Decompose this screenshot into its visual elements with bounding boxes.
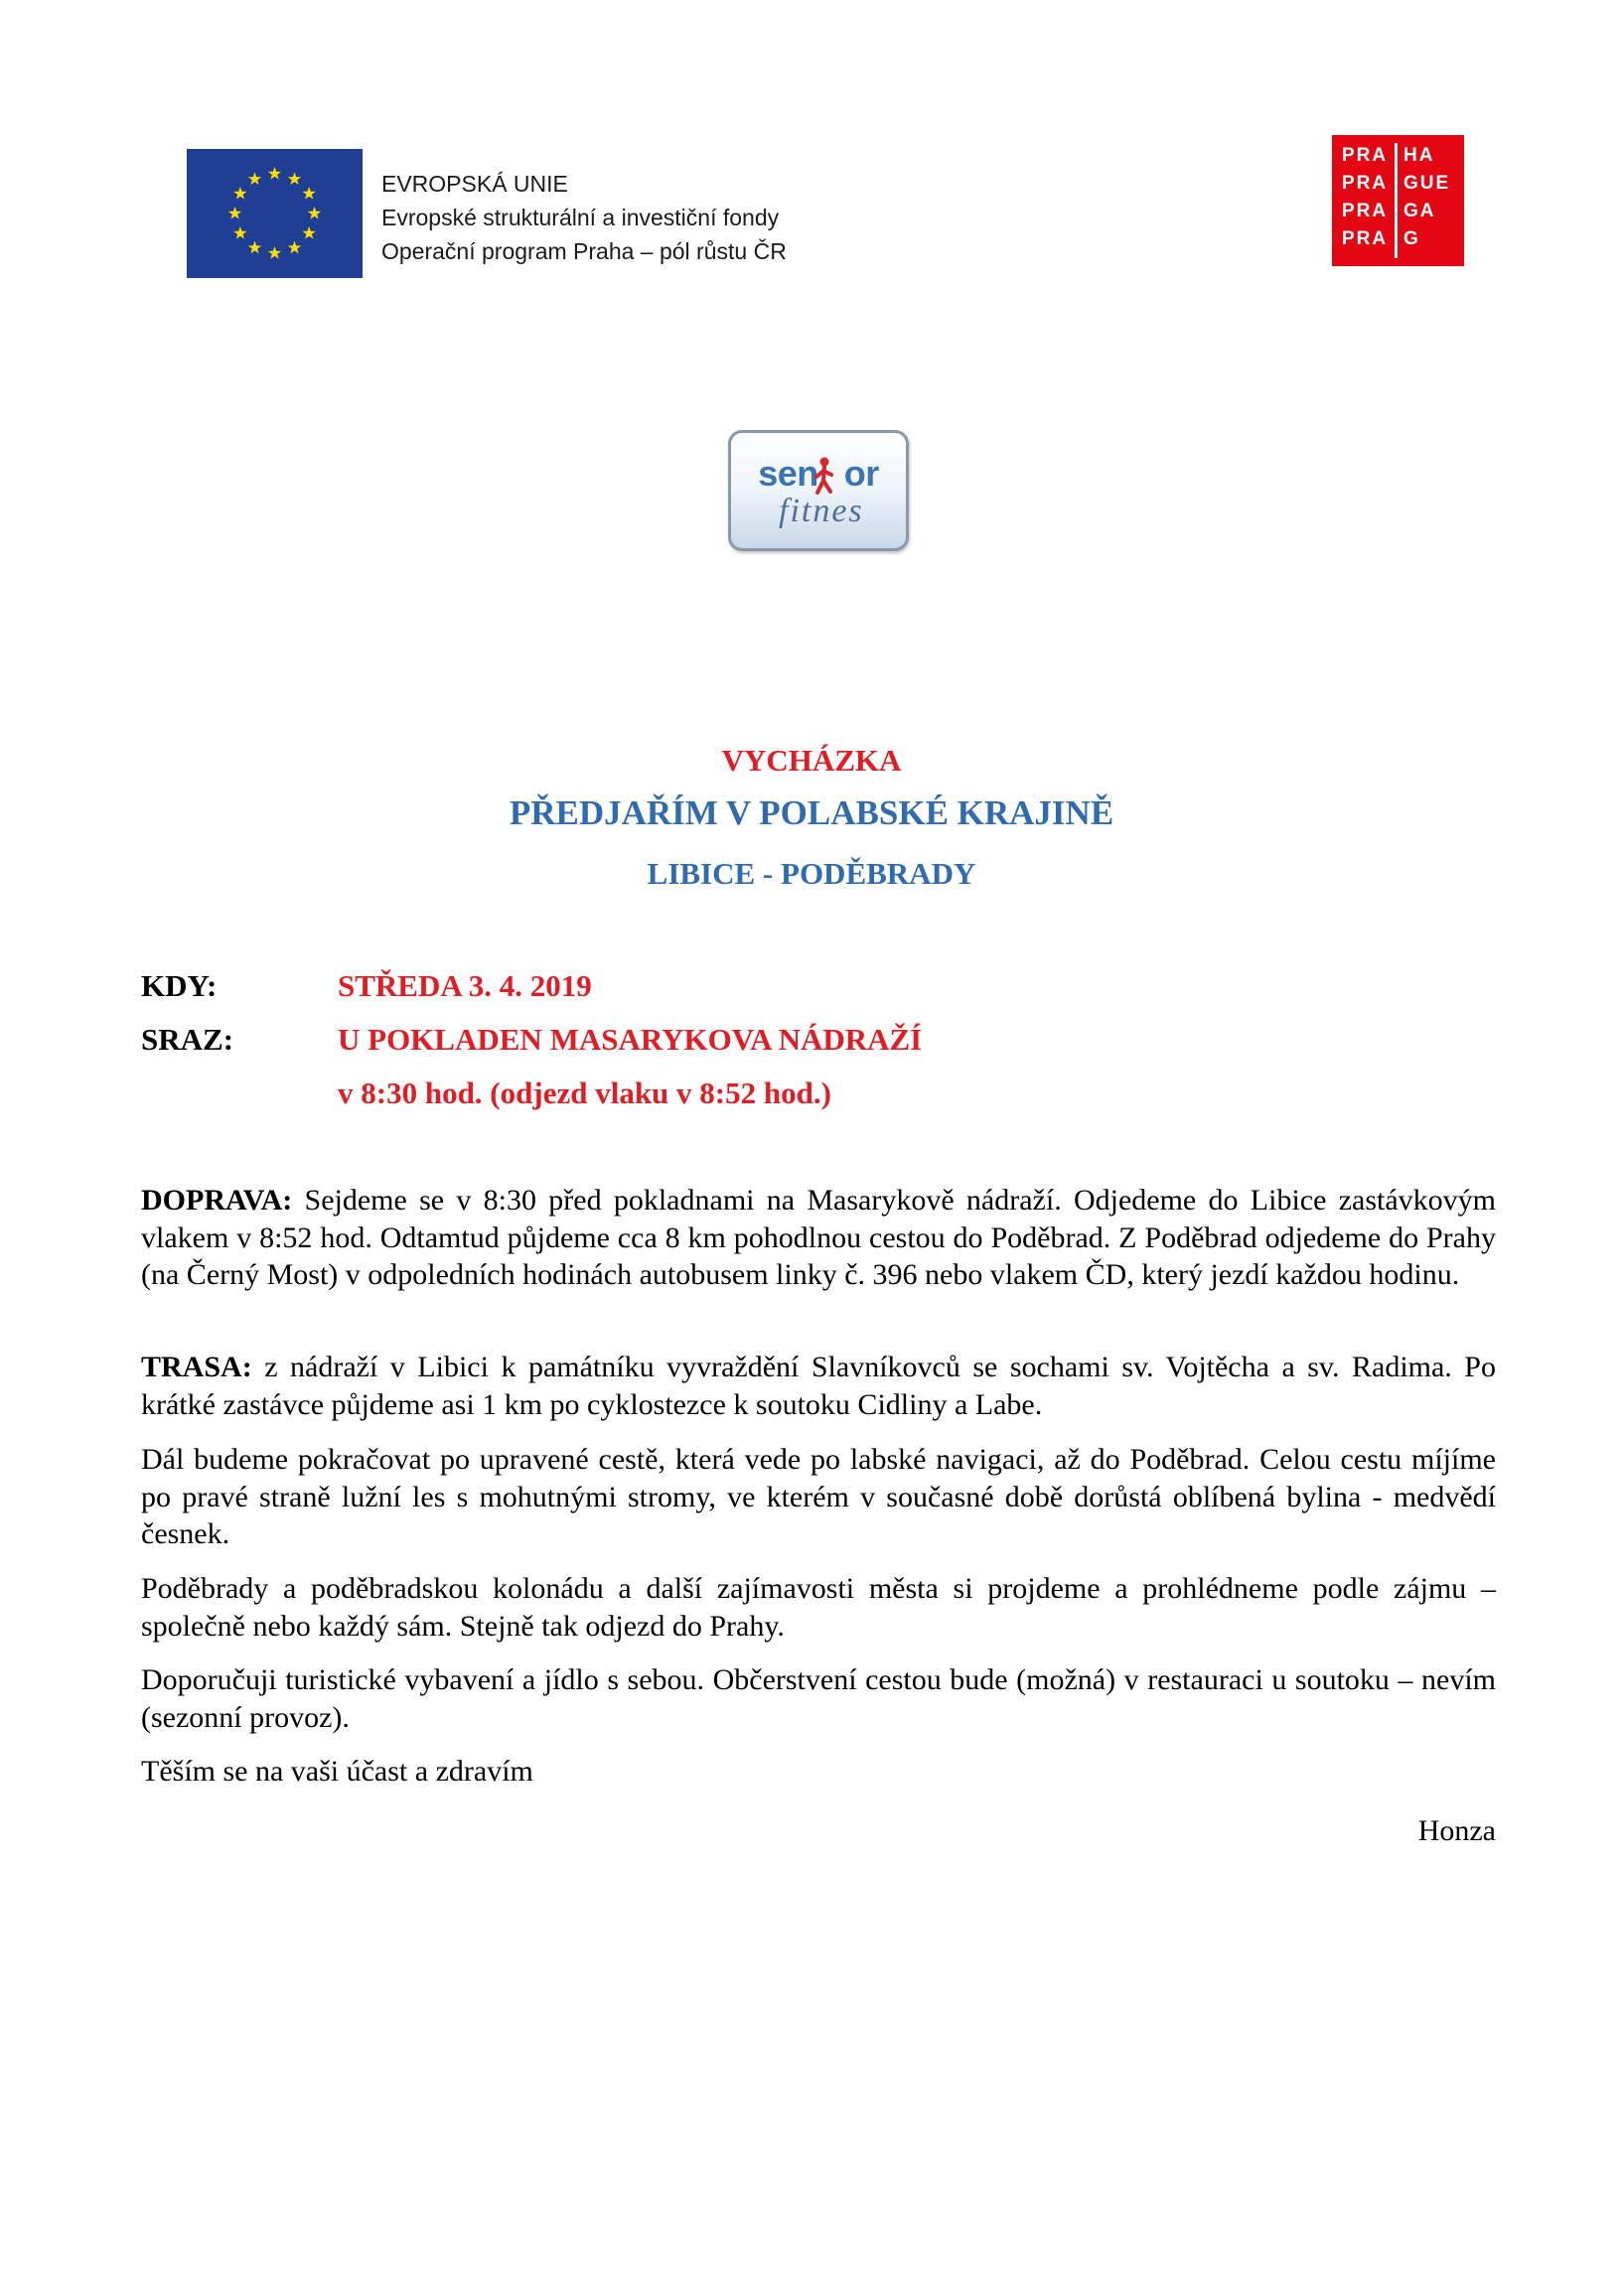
paragraph-5-text: Doporučuji turistické vybavení a jídlo s sebou. Občerstvení cestou bude (možná) v restauraci u soutoku – nevím (sezonní provoz).	[141, 1663, 1496, 1734]
praha-logo-text: GUE	[1403, 173, 1451, 194]
doprava-label: DOPRAVA:	[141, 1184, 293, 1217]
eu-star-icon	[288, 172, 301, 185]
eu-star-icon	[228, 207, 241, 219]
doprava-text: Sejdeme se v 8:30 před pokladnami na Masarykově nádraží. Odjedeme do Libice zastávkovým vlakem v 8:52 hod. Odtamtud půjdeme cca 8 km pohodlnou cestou do Poděbrad. Z Poděbrad odjedeme do Prahy (na Černý Most) v odpoledních hodinách autobusem linky č. 396 nebo vlakem ČD, který jezdí každou hodinu.	[141, 1184, 1496, 1291]
eu-line-3: Operační program Praha – pól růstu ČR	[381, 238, 787, 264]
paragraph-4	[141, 1570, 1496, 1645]
eu-text-block	[381, 167, 787, 268]
eu-star-icon	[288, 241, 301, 254]
eu-star-icon	[302, 187, 315, 200]
eu-star-icon	[268, 246, 281, 259]
signature: Honza	[1417, 1814, 1496, 1847]
senior-logo-script: fitnes	[779, 493, 864, 529]
title-line-3: LIBICE - PODĚBRADY	[647, 856, 976, 891]
eu-star-icon	[248, 172, 261, 185]
senior-logo-word: sen or	[758, 453, 879, 494]
praha-logo	[1332, 135, 1464, 266]
eu-star-icon	[268, 167, 281, 180]
eu-star-icon	[233, 187, 246, 200]
senior-fitnes-logo	[728, 430, 909, 551]
eu-line-2: Evropské strukturální a investiční fondy	[381, 205, 780, 230]
eu-star-icon	[233, 226, 246, 239]
praha-logo-divider	[1395, 143, 1398, 258]
sraz-value: U POKLADEN MASARYKOVA NÁDRAŽÍ	[338, 1022, 923, 1057]
praha-logo-text: GA	[1403, 201, 1436, 221]
paragraph-6-text: Těším se na vaši účast a zdravím	[141, 1755, 533, 1788]
paragraph-doprava	[141, 1182, 1496, 1294]
praha-logo-text: PRA	[1342, 145, 1389, 166]
trasa-text: z nádraží v Libici k památníku vyvraždění Slavníkovců se sochami sv. Vojtěcha a sv. Radima. Po krátké zastávce půjdeme asi 1 km po cyklostezce k soutoku Cidliny a Labe.	[141, 1351, 1496, 1421]
paragraph-5	[141, 1661, 1496, 1736]
praha-logo-text: G	[1403, 228, 1420, 249]
praha-logo-text: PRA	[1342, 228, 1389, 249]
paragraph-3	[141, 1441, 1496, 1553]
paragraph-trasa	[141, 1349, 1496, 1423]
kdy-value: STŘEDA 3. 4. 2019	[338, 968, 592, 1003]
sraz-label: SRAZ:	[141, 1022, 234, 1057]
kdy-label: KDY:	[141, 968, 218, 1003]
praha-logo-text: PRA	[1342, 173, 1389, 194]
trasa-label: TRASA:	[141, 1351, 252, 1383]
praha-logo-text: HA	[1403, 145, 1435, 166]
praha-logo-text: PRA	[1342, 201, 1389, 221]
sraz-time: v 8:30 hod. (odjezd vlaku v 8:52 hod.)	[338, 1076, 831, 1110]
paragraph-6	[141, 1753, 1496, 1791]
eu-star-icon	[302, 226, 315, 239]
eu-line-1: EVROPSKÁ UNIE	[381, 171, 568, 197]
paragraph-3-text: Dál budeme pokračovat po upravené cestě, která vede po labské navigaci, až do Poděbrad. Celou cestu míjíme po pravé straně lužní les s mohutnými stromy, ve kterém v současné době dorůstá oblíbená bylina - medvědí česnek.	[141, 1443, 1496, 1550]
eu-star-icon	[308, 207, 321, 219]
eu-star-icon	[248, 241, 261, 254]
paragraph-4-text: Poděbrady a poděbradskou kolonádu a další zajímavosti města si projdeme a prohlédneme podle zájmu – společně nebo každý sám. Stejně tak odjezd do Prahy.	[141, 1572, 1496, 1643]
title-line-2: PŘEDJAŘÍM V POLABSKÉ KRAJINĚ	[509, 793, 1114, 832]
title-line-1: VYCHÁZKA	[721, 743, 902, 778]
eu-flag-logo	[187, 149, 363, 278]
walking-person-icon	[812, 457, 837, 497]
